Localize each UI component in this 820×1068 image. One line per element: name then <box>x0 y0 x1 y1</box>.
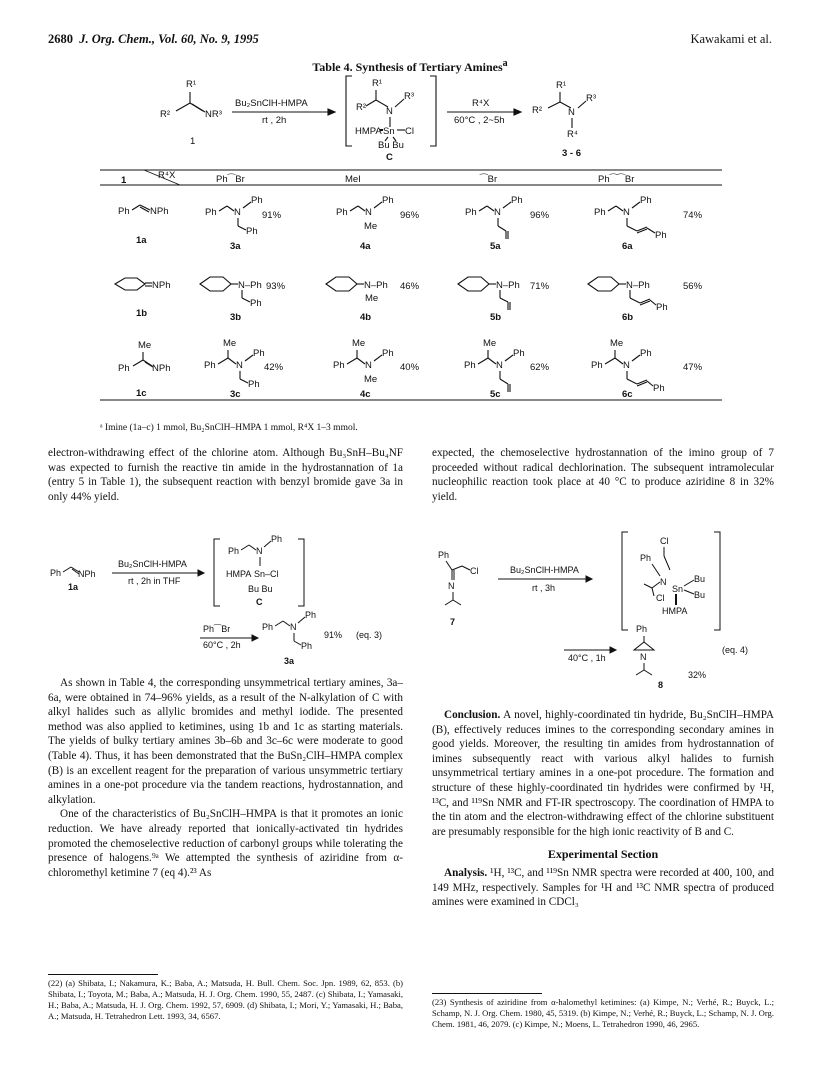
svg-text:R²: R² <box>160 109 171 120</box>
svg-text:Ph: Ph <box>438 550 450 560</box>
svg-text:Ph: Ph <box>262 622 274 632</box>
svg-text:Ph: Ph <box>248 379 260 390</box>
svg-text:Ph: Ph <box>465 207 477 218</box>
label-5c: 5c <box>490 389 501 400</box>
page-number: 2680 <box>48 32 73 46</box>
yield-3a: 91% <box>262 210 282 221</box>
svg-text:Ph: Ph <box>118 363 130 374</box>
table-4-figure <box>0 0 820 420</box>
svg-text:N: N <box>386 106 393 117</box>
yield-6b: 56% <box>683 281 703 292</box>
svg-text:Ph: Ph <box>656 302 668 313</box>
svg-text:HMPA: HMPA <box>226 569 252 579</box>
product-5c <box>464 338 525 392</box>
svg-text:R⁴: R⁴ <box>567 129 578 140</box>
col-header-r4x: R⁴X <box>158 170 176 181</box>
label-4c: 4c <box>360 389 371 400</box>
right-col-body <box>432 708 774 910</box>
svg-text:Me: Me <box>223 338 237 349</box>
label-6a: 6a <box>622 241 633 252</box>
svg-text:N: N <box>256 546 263 556</box>
svg-text:R¹: R¹ <box>556 80 567 91</box>
label-4b: 4b <box>360 312 372 323</box>
eq3-inter: C <box>256 597 263 607</box>
svg-text:N: N <box>365 360 372 371</box>
left-col-body: As shown in Table 4, the corresponding unsymmetrical tertiary amines, 3a–6a, were obtained in 74–96% yields, as a result of the N-alkylation of C with alkyl halides such as allylic bromides and methyl iodide. The presented method was also applied to ketimines, using 1b and 1c as starting materials. The yields of bulky tertiary amines 3b–6b and 3c–6c were moderate to good (Table 4). Thus, it has been demonstrated that the BuSn₂ClH–HMPA complex (B) is an excellent reagent for the preparation of various unsymmetric tertiary amines in a one-pot procedure via the tandem reactions, hydrostannation, and alkylation. One of the characteristics of Bu₂SnClH–HMPA is that it promotes an ionic reduction. We have already reported that ionically-activated tin hydrides promoted the chemoselective reduction of carbonyl groups while tolerating the presence of halogens.⁹ᵃ We attempted the synthesis of aziridine from α-chloromethyl ketimine 7 (eq 4).²³ As <box>48 677 403 879</box>
eq4-start: 7 <box>450 617 456 627</box>
svg-text:NPh: NPh <box>152 280 171 291</box>
eq3-yield: 91% <box>324 630 343 640</box>
col-header-reagent-2: MeI <box>345 174 361 185</box>
eq3-label: (eq. 3) <box>356 630 383 640</box>
svg-text:N: N <box>234 207 241 218</box>
svg-text:Ph: Ph <box>205 207 217 218</box>
eq4-scheme <box>432 530 774 700</box>
svg-text:HMPA: HMPA <box>662 606 688 616</box>
label-3b: 3b <box>230 312 242 323</box>
journal-citation: J. Org. Chem., Vol. 60, No. 9, 1995 <box>79 32 259 46</box>
experimental-section-title: Experimental Section <box>547 847 659 862</box>
svg-text:Ph: Ph <box>640 348 652 359</box>
eq4-yield: 32% <box>688 670 707 680</box>
table-title: Table 4. Synthesis of Tertiary Amines$^a$ <box>312 58 508 74</box>
right-col-p1: expected, the chemoselective hydrostannation of the imino group of 7 proceeded without radical dechlorination. The subsequent intramolecular nucleophilic reaction took place at 40 °C to produce aziridine 8 in 32% yield. <box>432 447 774 503</box>
svg-text:Ph: Ph <box>653 383 665 394</box>
yield-6c: 47% <box>683 362 703 373</box>
svg-text:Bu Bu: Bu Bu <box>248 584 273 594</box>
svg-text:R³: R³ <box>404 91 415 102</box>
svg-text:Ph: Ph <box>271 534 283 544</box>
eq4-label: (eq. 4) <box>722 645 749 655</box>
label-6b: 6b <box>622 312 634 323</box>
svg-text:Cl: Cl <box>405 126 414 137</box>
svg-text:NPh: NPh <box>78 569 96 579</box>
svg-text:N: N <box>568 107 575 118</box>
svg-text:N–Ph: N–Ph <box>238 280 262 291</box>
svg-text:Ph: Ph <box>336 207 348 218</box>
conclusion-heading: Conclusion. <box>444 709 501 721</box>
yield-5a: 96% <box>530 210 550 221</box>
eq3-reagent: Bu₂SnClH-HMPA <box>118 559 187 569</box>
svg-text:N–Ph: N–Ph <box>364 280 388 291</box>
yield-5b: 71% <box>530 281 550 292</box>
svg-text:Ph: Ph <box>594 207 606 218</box>
svg-text:Me: Me <box>483 338 497 349</box>
svg-text:R³: R³ <box>586 93 597 104</box>
svg-text:N: N <box>365 207 372 218</box>
footnote-22: (22) (a) Shibata, I.; Nakamura, K.; Baba, A.; Matsuda, H. Bull. Chem. Soc. Jpn. 1989, 62, 853. (b) Shibata, I.; Toyota, M.; Baba, A.; Matsuda, H. J. Org. Chem. 1990, 55, 2487. (c) Shibata, I.; Yamasaki, H.; Baba, A.; Matsuda, H. J. Org. Chem. 1992, 57, 6909. (d) Shibata, I.; Mori, Y.; Yamasaki, H.; Baba, A.; Matsuda, H. Tetrahedron Lett. 1993, 34, 6567. <box>48 978 403 1021</box>
yield-4c: 40% <box>400 362 420 373</box>
product-3a <box>205 195 263 237</box>
svg-text:Ph: Ph <box>640 553 652 563</box>
svg-text:Me: Me <box>364 374 378 385</box>
col-header-reagent-4: Ph⁀⁀Br <box>598 174 635 185</box>
svg-text:Ph: Ph <box>464 360 476 371</box>
svg-text:Ph: Ph <box>246 226 258 237</box>
svg-text:Ph: Ph <box>333 360 345 371</box>
yield-3b: 93% <box>266 281 286 292</box>
eq3-start: 1a <box>68 582 79 592</box>
label-3c: 3c <box>230 389 241 400</box>
eq3-cond: rt , 2h in THF <box>128 576 181 586</box>
svg-text:NR³: NR³ <box>205 109 222 120</box>
scheme-cond1: rt , 2h <box>262 115 287 126</box>
imine-1-structure <box>160 79 222 147</box>
svg-text:R¹: R¹ <box>372 78 383 89</box>
svg-text:Sn: Sn <box>672 584 684 594</box>
svg-text:Ph: Ph <box>204 360 216 371</box>
svg-text:Me: Me <box>610 338 624 349</box>
svg-text:N: N <box>236 360 243 371</box>
svg-text:N–Ph: N–Ph <box>626 280 650 291</box>
row-label-1b: 1b <box>136 308 148 319</box>
svg-text:HMPA: HMPA <box>355 126 382 137</box>
svg-text:Sn–Cl: Sn–Cl <box>254 569 279 579</box>
svg-text:Ph: Ph <box>513 348 525 359</box>
row-label-1a: 1a <box>136 235 147 246</box>
footnote-rule-left <box>48 974 158 975</box>
svg-text:N: N <box>623 207 630 218</box>
eq4-cond2: 40°C , 1h <box>568 653 606 663</box>
svg-text:N–Ph: N–Ph <box>496 280 520 291</box>
svg-text:R²: R² <box>356 102 367 113</box>
svg-text:N: N <box>623 360 630 371</box>
svg-text:Bu: Bu <box>694 590 706 600</box>
scheme-cond2: 60°C , 2~5h <box>454 115 505 126</box>
svg-text:N: N <box>290 622 297 632</box>
table-footnote: ᵃ Imine (1a–c) 1 mmol, Bu₂SnClH–HMPA 1 mmol, R⁴X 1–3 mmol. <box>100 423 358 433</box>
yield-4a: 96% <box>400 210 420 221</box>
label-6c: 6c <box>622 389 633 400</box>
left-col-p1: electron-withdrawing effect of the chlorine atom. Although Bu₃SnH–Bu₄NF was expected to furnish the reactive tin amide in the hydrostannation of 1a (entry 5 in Table 1), the subsequent reaction with benzyl bromide gave 3a in only 44% yield. <box>48 447 403 503</box>
svg-text:Ph: Ph <box>640 195 652 206</box>
svg-text:Ph: Ph <box>655 230 667 241</box>
svg-text:Ph: Ph <box>50 568 62 578</box>
svg-text:Sn: Sn <box>383 126 395 137</box>
svg-text:Me: Me <box>138 340 152 351</box>
svg-text:Ph: Ph <box>382 348 394 359</box>
eq4-product: 8 <box>658 680 664 690</box>
eq3-scheme <box>48 526 403 666</box>
conclusion-paragraph: Conclusion. A novel, highly-coordinated tin hydride, Bu₂SnClH–HMPA (B), effectively reduces imines to the corresponding secondary amines in good yields. Moreover, the resulting tin amides from hydrostannation of imines subsequently react with various alkyl halides to furnish unsymmetrical tertiary amines in a one-pot procedure. The formation and structure of these highly-coordinated tin hydrides were confirmed by ¹H, ¹³C, and ¹¹⁹Sn NMR and FT-IR spectroscopy. The coordination of HMPA to the tin atom and the electron-withdrawing effect of the chlorine substituent are presumably responsible for the high ionic reactivity of B and C. <box>432 709 774 838</box>
scheme-reagent1: Bu₂SnClH-HMPA <box>235 98 308 109</box>
product-6a <box>594 195 667 241</box>
svg-text:Ph: Ph <box>382 195 394 206</box>
svg-text:Ph: Ph <box>301 641 313 651</box>
running-authors: Kawakami et al. <box>690 32 772 46</box>
col-header-entry: 1 <box>121 175 127 186</box>
svg-text:Ph: Ph <box>636 624 648 634</box>
scheme-start-label: 1 <box>190 136 196 147</box>
product-general-structure <box>532 80 596 159</box>
svg-text:Ph: Ph <box>251 195 263 206</box>
svg-text:NPh: NPh <box>152 363 171 374</box>
product-4b <box>326 277 388 304</box>
svg-text:Bu: Bu <box>694 574 706 584</box>
row-label-1c: 1c <box>136 388 147 399</box>
eq3-reagent2: Ph⁀Br <box>203 624 231 634</box>
svg-text:NPh: NPh <box>150 206 169 217</box>
product-5b <box>458 277 520 310</box>
analysis-paragraph: Analysis. ¹H, ¹³C, and ¹¹⁹Sn NMR spectra were recorded at 400, 100, and 149 MHz, respectively. Samples for ¹H and ¹³C NMR spectra of produced amines were examined in CDCl₃ <box>432 866 774 909</box>
yield-5c: 62% <box>530 362 550 373</box>
label-5a: 5a <box>490 241 501 252</box>
product-6b <box>588 277 668 313</box>
svg-text:Cl: Cl <box>470 566 479 576</box>
svg-text:Me: Me <box>352 338 366 349</box>
svg-text:N: N <box>496 360 503 371</box>
col-header-reagent-3: ⁀Br <box>480 174 498 185</box>
product-5a <box>465 195 523 239</box>
label-3a: 3a <box>230 241 241 252</box>
svg-text:Me: Me <box>365 293 379 304</box>
footnote-23: (23) Synthesis of aziridine from α-halomethyl ketimines: (a) Kimpe, N.; Verhé, R.; Buyck, L.; Schamp, N. J. Org. Chem. 1980, 45, 5319. (b) Kimpe, N.; Verhé, R.; Buyck, L.; Schamp, N. J. Org. Chem. 1981, 46, 2079. (c) Kimpe, N.; Moens, L. Tetrahedron 1990, 46, 2965. <box>432 997 774 1029</box>
scheme-product-label: 3 - 6 <box>562 148 582 159</box>
svg-text:N: N <box>640 652 647 662</box>
eq3-cond2: 60°C , 2h <box>203 640 241 650</box>
yield-6a: 74% <box>683 210 703 221</box>
svg-text:Ph: Ph <box>250 298 262 309</box>
svg-text:Ph: Ph <box>253 348 265 359</box>
svg-text:N: N <box>660 577 667 587</box>
analysis-heading: Analysis. <box>444 866 488 879</box>
svg-text:N: N <box>494 207 501 218</box>
svg-text:Me: Me <box>364 221 378 232</box>
product-6c <box>591 338 665 394</box>
scheme-reagent2: R⁴X <box>472 98 490 109</box>
imine-1c <box>118 340 170 374</box>
eq4-reagent: Bu₂SnClH-HMPA <box>510 565 579 575</box>
svg-text:R²: R² <box>532 105 543 116</box>
imine-1b <box>115 278 170 291</box>
yield-4b: 46% <box>400 281 420 292</box>
col-header-reagent-1: Ph⁀Br <box>216 174 245 185</box>
svg-text:Cl: Cl <box>660 536 669 546</box>
imine-1a <box>118 205 168 217</box>
product-4c <box>333 338 394 385</box>
yield-3c: 42% <box>264 362 284 373</box>
intermediate-c-structure <box>346 76 436 163</box>
svg-text:Ph: Ph <box>228 546 240 556</box>
label-4a: 4a <box>360 241 371 252</box>
product-4a <box>336 195 394 232</box>
svg-text:Ph: Ph <box>591 360 603 371</box>
svg-text:Bu Bu: Bu Bu <box>378 140 404 151</box>
svg-text:Ph: Ph <box>305 610 317 620</box>
svg-text:R¹: R¹ <box>186 79 197 90</box>
scheme-intermediate-label: C <box>386 152 393 163</box>
product-3b <box>200 277 262 309</box>
label-5b: 5b <box>490 312 502 323</box>
svg-text:Ph: Ph <box>511 195 523 206</box>
product-3c <box>204 338 265 390</box>
eq3-product: 3a <box>284 656 295 666</box>
svg-text:Ph: Ph <box>118 206 130 217</box>
svg-text:N: N <box>448 581 455 591</box>
footnote-rule-right <box>432 993 542 994</box>
svg-text:Cl: Cl <box>656 593 665 603</box>
eq4-cond: rt , 3h <box>532 583 556 593</box>
